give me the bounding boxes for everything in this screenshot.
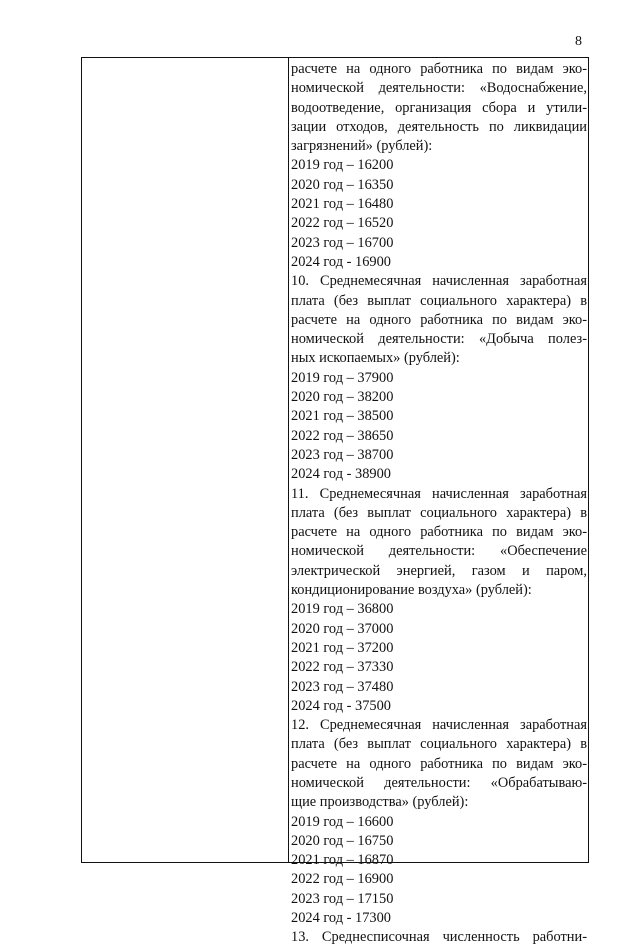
text-line: зации отходов, деятельность по ликвидации — [291, 118, 587, 135]
text-line: 2023 год – 17150 — [291, 890, 394, 907]
text-line: номической деятельности: «Обеспечение — [291, 543, 587, 560]
text-line: 2019 год – 16200 — [291, 157, 394, 174]
table-cell-indicators — [291, 60, 587, 948]
text-line: 13. Среднесписочная численность работни- — [291, 929, 587, 946]
text-line: 2020 год – 38200 — [291, 389, 394, 406]
text-line: водоотведение, организация сбора и утили- — [291, 99, 587, 116]
text-line: расчете на одного работника по видам эко- — [291, 61, 587, 77]
text-line: 2021 год – 37200 — [291, 639, 394, 656]
text-line: 2024 год - 16900 — [291, 253, 391, 270]
text-line: 2019 год – 16600 — [291, 813, 394, 830]
text-line: 2022 год – 38650 — [291, 427, 394, 444]
text-line: 2022 год – 16900 — [291, 871, 394, 888]
text-line: 2022 год – 16520 — [291, 215, 394, 232]
text-line: 2019 год – 36800 — [291, 601, 394, 618]
text-line: 11. Среднемесячная начисленная заработная — [291, 485, 587, 502]
text-line: расчете на одного работника по видам эко- — [291, 311, 587, 328]
text-line: плата (без выплат социального характера) в — [291, 504, 587, 521]
text-line: 2022 год – 37330 — [291, 659, 394, 676]
text-line: плата (без выплат социального характера) в — [291, 736, 587, 753]
text-line: 2021 год – 38500 — [291, 408, 394, 425]
text-line: 2023 год – 37480 — [291, 678, 394, 695]
text-line: 2020 год – 16750 — [291, 832, 394, 849]
text-line: 2020 год – 37000 — [291, 620, 394, 637]
text-line: номической деятельности: «Обрабатываю- — [291, 774, 587, 791]
text-line: 2023 год – 16700 — [291, 234, 394, 251]
text-line: 2019 год – 37900 — [291, 369, 394, 386]
column-divider — [288, 58, 289, 862]
document-table — [81, 57, 589, 946]
text-line: ных ископаемых» (рублей): — [291, 350, 460, 367]
text-line: щие производства» (рублей): — [291, 794, 469, 811]
text-line: 2021 год – 16480 — [291, 196, 394, 213]
text-line: 2023 год – 38700 — [291, 446, 394, 463]
text-line: 2024 год - 38900 — [291, 466, 391, 483]
text-line: 2021 год – 16870 — [291, 852, 394, 869]
text-line: 2024 год - 37500 — [291, 697, 391, 714]
text-line: 10. Среднемесячная начисленная заработная — [291, 273, 587, 290]
page-number: 8 — [575, 34, 582, 49]
text-line: загрязнений» (рублей): — [291, 138, 433, 155]
text-line: расчете на одного работника по видам эко- — [291, 755, 587, 772]
text-line: номической деятельности: «Водоснабжение, — [291, 80, 587, 97]
text-line: 12. Среднемесячная начисленная заработная — [291, 717, 587, 734]
text-line: кондиционирование воздуха» (рублей): — [291, 582, 532, 599]
text-line: расчете на одного работника по видам эко- — [291, 524, 587, 541]
text-line: 2024 год - 17300 — [291, 910, 391, 927]
text-line: номической деятельности: «Добыча полез- — [291, 331, 587, 348]
text-line: плата (без выплат социального характера) в — [291, 292, 587, 309]
text-line: электрической энергией, газом и паром, — [291, 562, 587, 579]
text-line: 2020 год – 16350 — [291, 176, 394, 193]
